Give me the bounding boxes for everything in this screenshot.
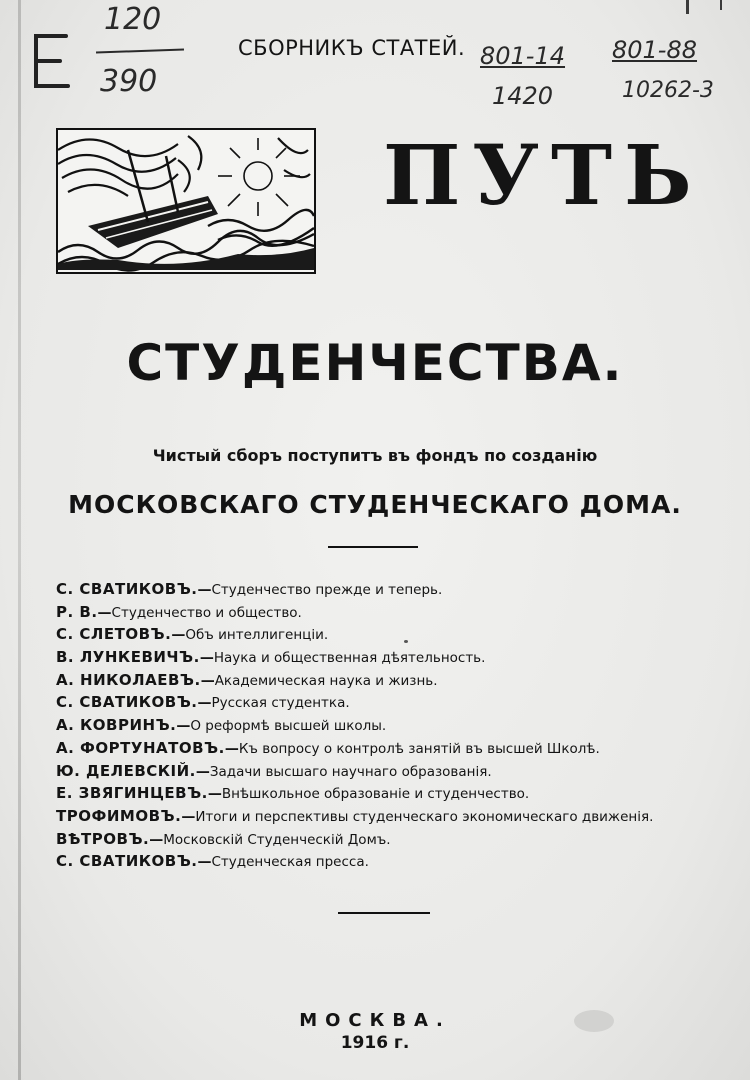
page-edge <box>18 0 21 1080</box>
dash: — <box>197 582 212 598</box>
call-number-right-bottom: 10262-3 <box>622 78 714 103</box>
dash: — <box>200 672 215 689</box>
article-title: Наука и общественная дѣятельность. <box>213 650 486 667</box>
dash: — <box>181 808 196 825</box>
list-item <box>56 578 736 601</box>
shelf-number-top: 120 <box>104 2 162 37</box>
imprint-year: 1916 г. <box>340 1033 410 1053</box>
article-title: Объ интеллигенціи. <box>185 627 329 644</box>
list-item <box>56 691 736 714</box>
author-name: Е. ЗВЯГИНЦЕВЪ. <box>56 784 208 803</box>
list-item <box>56 601 736 624</box>
dash: — <box>197 695 212 712</box>
dash: — <box>197 854 212 871</box>
dash: — <box>149 831 164 848</box>
beneficiary-name: МОСКОВСКАГО СТУДЕНЧЕСКАГО ДОМА. <box>68 490 682 519</box>
article-title: Къ вопросу о контролѣ занятій въ высшей Школѣ. <box>238 740 600 757</box>
collection-label: СБОРНИКЪ СТАТЕЙ. <box>238 36 466 60</box>
divider <box>328 546 418 548</box>
list-item <box>56 782 736 805</box>
article-title: Студенческая пресса. <box>211 854 369 871</box>
list-item <box>56 760 736 783</box>
dash: — <box>176 718 191 735</box>
author-name: ВѢТРОВЪ. <box>56 829 150 848</box>
author-name: Ю. ДЕЛЕВСКІЙ. <box>56 761 196 780</box>
author-name: В. ЛУНКЕВИЧЪ. <box>56 648 200 667</box>
call-number-left-top: 801-14 <box>480 42 566 70</box>
list-item <box>56 850 736 873</box>
dash: — <box>97 604 112 621</box>
article-title: Студенчество и общество. <box>111 604 302 621</box>
author-name: С. СВАТИКОВЪ. <box>56 852 198 871</box>
author-name: С. СЛЕТОВЪ. <box>56 625 172 644</box>
article-title: О реформѣ высшей школы. <box>190 718 387 735</box>
list-item <box>56 714 736 737</box>
author-name: А. ФОРТУНАТОВЪ. <box>56 738 225 757</box>
call-number-left-bottom: 1420 <box>492 82 554 110</box>
dash: — <box>207 786 222 803</box>
pencil-mark <box>720 0 722 10</box>
list-item <box>56 646 736 669</box>
author-name: С. СВАТИКОВЪ. <box>56 580 198 598</box>
author-name: А. КОВРИНЪ. <box>56 716 177 735</box>
ship-in-storm-icon <box>56 128 316 274</box>
library-letter-stamp <box>30 32 72 90</box>
pencil-mark <box>686 0 689 14</box>
list-item <box>56 669 736 692</box>
divider <box>338 912 430 914</box>
paper-stain <box>574 1010 614 1032</box>
article-title: Задачи высшаго научнаго образованія. <box>209 763 492 780</box>
article-title: Московскій Студенческій Домъ. <box>163 831 391 848</box>
article-title: Русская студентка. <box>211 695 350 712</box>
call-number-right-top: 801-88 <box>612 36 698 64</box>
article-title: Студенчество прежде и теперь. <box>211 582 443 598</box>
dash: — <box>171 627 186 644</box>
shelf-number-bar <box>96 48 184 53</box>
author-name: С. СВАТИКОВЪ. <box>56 693 198 712</box>
author-name: ТРОФИМОВЪ. <box>56 806 182 825</box>
proceeds-note: Чистый сборъ поступитъ въ фондъ по созданію <box>152 446 598 465</box>
book-title: ПУТЬ <box>383 128 704 224</box>
dash: — <box>195 763 210 780</box>
shelf-number-bottom: 390 <box>100 64 158 99</box>
author-name: А. НИКОЛАЕВЪ. <box>56 670 201 689</box>
ink-speck <box>404 640 408 643</box>
imprint-city: МОСКВА. <box>299 1010 451 1031</box>
dash: — <box>199 650 214 667</box>
list-item <box>56 805 736 828</box>
author-name: Р. В. <box>56 602 98 621</box>
list-item <box>56 623 736 646</box>
article-title: Внѣшкольное образованіе и студенчество. <box>221 786 530 803</box>
list-item <box>56 737 736 760</box>
list-item <box>56 828 736 851</box>
article-title: Итоги и перспективы студенческаго экономическаго движенія. <box>195 808 654 825</box>
dash: — <box>224 740 239 757</box>
book-subtitle: СТУДЕНЧЕСТВА. <box>126 334 624 392</box>
table-of-contents <box>56 578 736 873</box>
article-title: Академическая наука и жизнь. <box>214 672 438 689</box>
